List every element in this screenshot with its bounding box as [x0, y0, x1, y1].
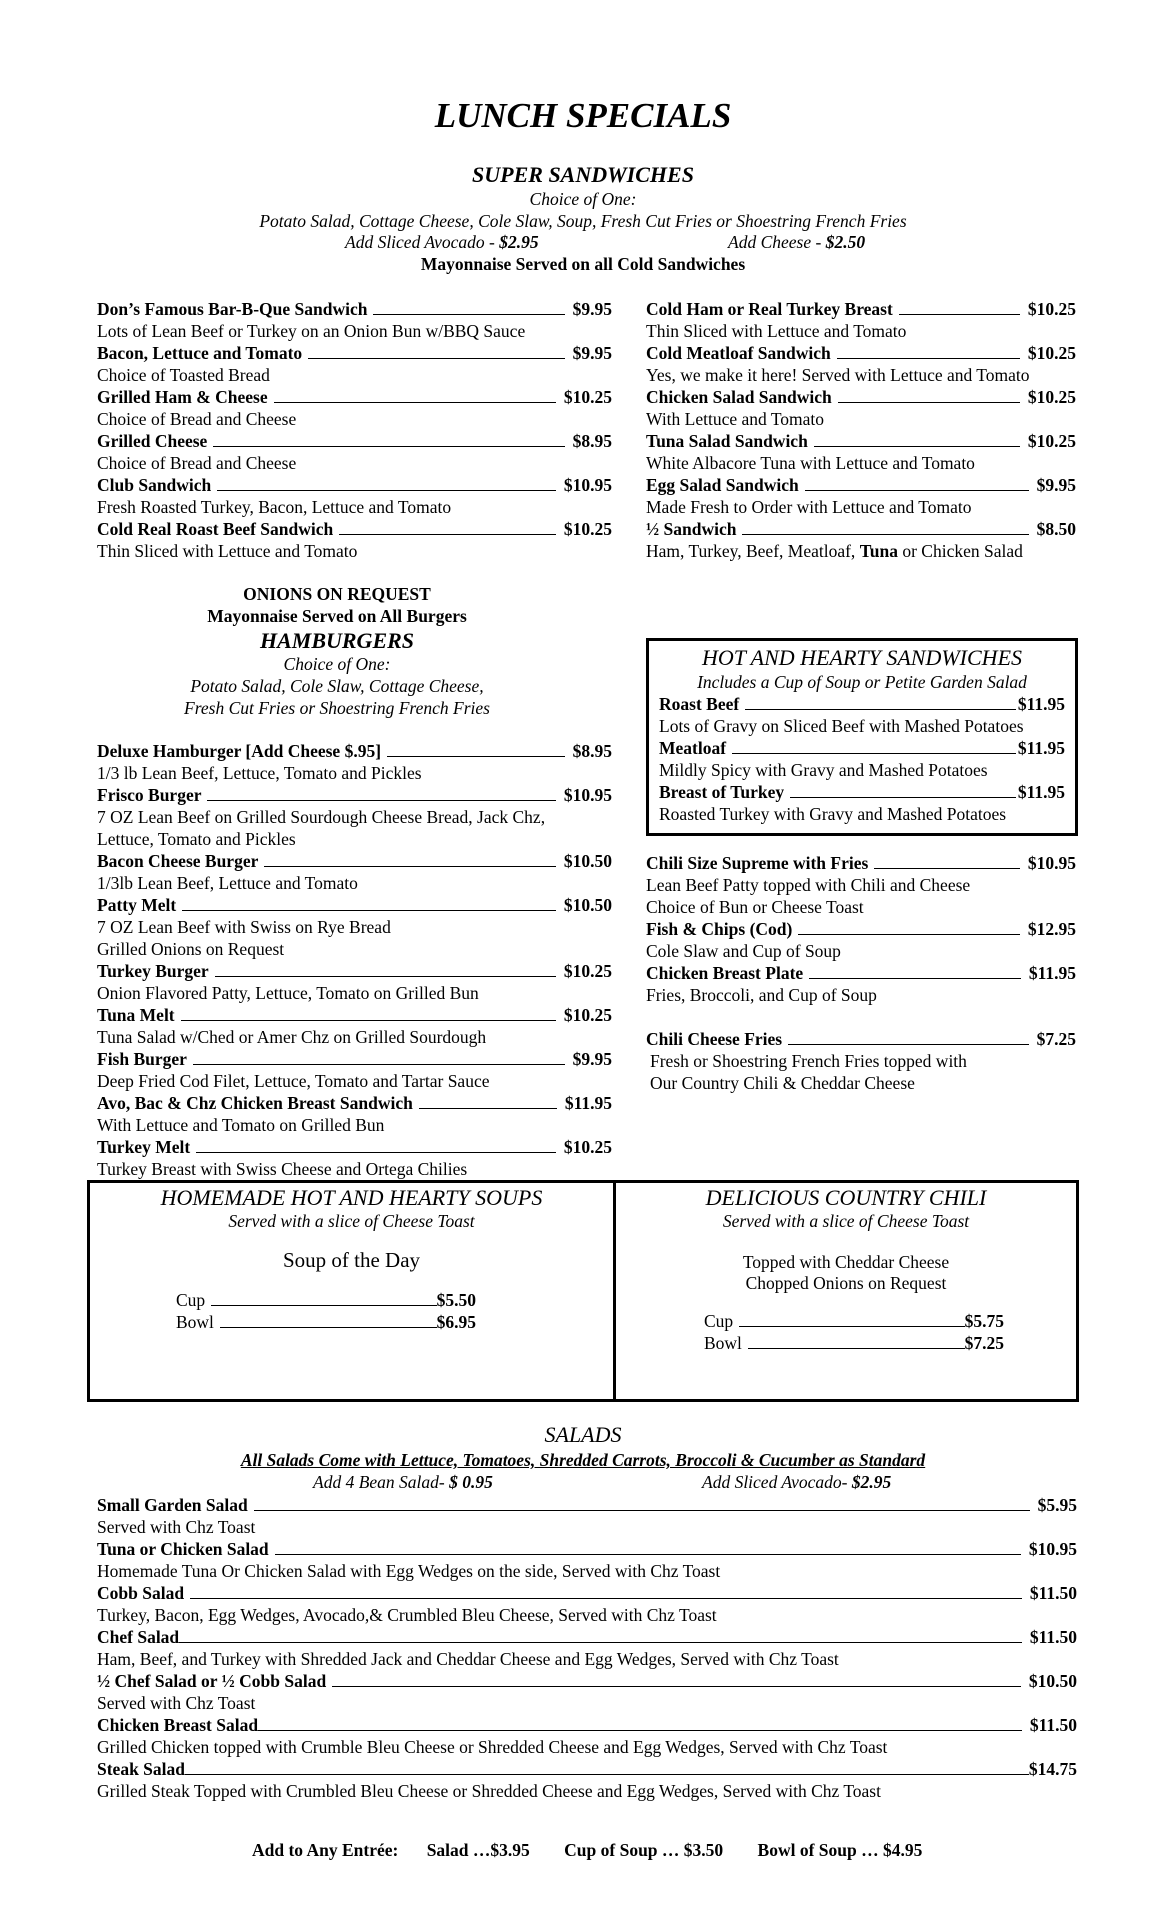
menu-item: Small Garden Salad $5.95: [97, 1495, 1077, 1515]
menu-item-desc: Thin Sliced with Lettuce and Tomato: [97, 541, 358, 561]
menu-item: Fish Burger $9.95: [97, 1049, 612, 1069]
menu-item-desc: Made Fresh to Order with Lettuce and Tomato: [646, 497, 972, 517]
menu-item-desc: 1/3 lb Lean Beef, Lettuce, Tomato and Pickles: [97, 763, 422, 783]
menu-item-desc: Turkey Breast with Swiss Cheese and Ortega Chilies: [97, 1159, 468, 1179]
onions-note: ONIONS ON REQUEST: [243, 584, 431, 604]
specials-right: [646, 852, 1076, 1094]
soups-panel: [90, 1183, 613, 1333]
menu-item-desc: Lettuce, Tomato and Pickles: [97, 829, 296, 849]
super-sandwiches-choice: Choice of One:: [529, 189, 637, 209]
hamburgers-sides-1: Potato Salad, Cole Slaw, Cottage Cheese,: [190, 676, 484, 696]
menu-item: Chef Salad $11.50: [97, 1627, 1077, 1647]
menu-item-desc: Our Country Chili & Cheddar Cheese: [650, 1073, 915, 1093]
menu-item-desc: Choice of Bun or Cheese Toast: [646, 897, 864, 917]
menu-item: Chili Cheese Fries $7.25: [646, 1029, 1076, 1049]
section-heading-salads: SALADS: [544, 1422, 622, 1447]
menu-item-desc: Lots of Lean Beef or Turkey on an Onion Bun w/BBQ Sauce: [97, 321, 526, 341]
menu-item: Patty Melt $10.50: [97, 895, 612, 915]
menu-item: Cold Real Roast Beef Sandwich $10.25: [97, 519, 612, 539]
menu-item: Bacon, Lettuce and Tomato $9.95: [97, 343, 612, 363]
menu-item: Bowl $6.95: [176, 1312, 476, 1332]
menu-item: Turkey Melt $10.25: [97, 1137, 612, 1157]
super-sandwiches-sides: Potato Salad, Cottage Cheese, Cole Slaw, Soup, Fresh Cut Fries or Shoestring French Fries: [259, 211, 907, 231]
menu-item-desc: Tuna Salad w/Ched or Amer Chz on Grilled Sourdough: [97, 1027, 487, 1047]
chili-note-2: Chopped Onions on Request: [745, 1273, 947, 1293]
menu-item-desc: Choice of Bread and Cheese: [97, 409, 297, 429]
menu-item: Cold Meatloaf Sandwich $10.25: [646, 343, 1076, 363]
menu-item-desc: Ham, Turkey, Beef, Meatloaf, Tuna or Chicken Salad: [646, 541, 1023, 561]
menu-item-desc: Served with Chz Toast: [97, 1517, 256, 1537]
menu-item: Tuna Salad Sandwich $10.25: [646, 431, 1076, 451]
menu-item-desc: Lean Beef Patty topped with Chili and Cheese: [646, 875, 971, 895]
section-heading-soups: HOMEMADE HOT AND HEARTY SOUPS: [160, 1185, 543, 1210]
menu-item: Tuna Melt $10.25: [97, 1005, 612, 1025]
menu-item: Chicken Breast Salad $11.50: [97, 1715, 1077, 1735]
menu-item: Bowl $7.25: [704, 1333, 1004, 1353]
add-avocado-note: Add Sliced Avocado - $2.95: [345, 232, 539, 252]
mayo-note-burgers: Mayonnaise Served on All Burgers: [207, 606, 467, 626]
salads-standard-note: All Salads Come with Lettuce, Tomatoes, Shredded Carrots, Broccoli & Cucumber as Standard: [240, 1450, 926, 1470]
chili-subtitle: Served with a slice of Cheese Toast: [722, 1211, 970, 1231]
hamburgers-sides-2: Fresh Cut Fries or Shoestring French Fries: [184, 698, 490, 718]
menu-item-desc: Grilled Steak Topped with Crumbled Bleu Cheese or Shredded Cheese and Egg Wedges, Served with Chz Toast: [97, 1781, 881, 1801]
soups-chili-box: [87, 1180, 1079, 1402]
menu-item: Meatloaf $11.95: [659, 738, 1065, 758]
menu-item: Cold Ham or Real Turkey Breast $10.25: [646, 299, 1076, 319]
add-avocado-salad-note: Add Sliced Avocado- $2.95: [702, 1472, 892, 1492]
menu-item: Tuna or Chicken Salad $10.95: [97, 1539, 1077, 1559]
menu-item-desc: Onion Flavored Patty, Lettuce, Tomato on Grilled Bun: [97, 983, 479, 1003]
menu-item: Chicken Salad Sandwich $10.25: [646, 387, 1076, 407]
menu-item-desc: With Lettuce and Tomato: [646, 409, 825, 429]
hamburgers-choice: Choice of One:: [283, 654, 391, 674]
menu-item: Steak Salad $14.75: [97, 1759, 1077, 1779]
menu-item: Cobb Salad $11.50: [97, 1583, 1077, 1603]
hot-hearty-box: [646, 638, 1078, 836]
salads-list: [97, 1494, 1077, 1802]
menu-item-desc: Choice of Toasted Bread: [97, 365, 270, 385]
section-heading-chili: DELICIOUS COUNTRY CHILI: [705, 1185, 987, 1210]
menu-item-desc: 1/3lb Lean Beef, Lettuce and Tomato: [97, 873, 358, 893]
section-heading-hamburgers: HAMBURGERS: [259, 628, 415, 653]
menu-item: Bacon Cheese Burger $10.50: [97, 851, 612, 871]
menu-item: Grilled Ham & Cheese $10.25: [97, 387, 612, 407]
menu-item-desc: Roasted Turkey with Gravy and Mashed Potatoes: [659, 804, 1007, 824]
menu-item: Frisco Burger $10.95: [97, 785, 612, 805]
menu-item-desc: Mildly Spicy with Gravy and Mashed Potatoes: [659, 760, 988, 780]
soups-subtitle: Served with a slice of Cheese Toast: [228, 1211, 475, 1231]
footer-bowl-soup: Bowl of Soup … $4.95: [757, 1840, 923, 1860]
menu-item-desc: Fresh or Shoestring French Fries topped with: [650, 1051, 967, 1071]
chili-panel: [616, 1183, 1076, 1354]
add-cheese-note: Add Cheese - $2.50: [728, 232, 866, 252]
hot-hearty-subtitle: Includes a Cup of Soup or Petite Garden Salad: [697, 672, 1027, 692]
menu-item: Breast of Turkey $11.95: [659, 782, 1065, 802]
menu-item: Roast Beef $11.95: [659, 694, 1065, 714]
menu-item: Cup $5.50: [176, 1290, 476, 1310]
menu-item: Egg Salad Sandwich $9.95: [646, 475, 1076, 495]
menu-item: Turkey Burger $10.25: [97, 961, 612, 981]
menu-item: Don’s Famous Bar-B-Que Sandwich $9.95: [97, 299, 612, 319]
menu-item-desc: Cole Slaw and Cup of Soup: [646, 941, 841, 961]
menu-item: Chicken Breast Plate $11.95: [646, 963, 1076, 983]
menu-item-desc: Thin Sliced with Lettuce and Tomato: [646, 321, 907, 341]
menu-item-desc: Lots of Gravy on Sliced Beef with Mashed Potatoes: [659, 716, 1024, 736]
menu-item-desc: Yes, we make it here! Served with Lettuce and Tomato: [646, 365, 1030, 385]
hamburgers-list: [97, 740, 612, 1180]
menu-item: Fish & Chips (Cod) $12.95: [646, 919, 1076, 939]
menu-item: Deluxe Hamburger [Add Cheese $.95] $8.95: [97, 741, 612, 761]
menu-item-desc: 7 OZ Lean Beef with Swiss on Rye Bread: [97, 917, 391, 937]
footer-salad: Salad …$3.95: [426, 1840, 530, 1860]
footer-add-ons: [252, 1840, 922, 1861]
menu-item-desc: Turkey, Bacon, Egg Wedges, Avocado,& Crumbled Bleu Cheese, Served with Chz Toast: [97, 1605, 717, 1625]
menu-item-desc: White Albacore Tuna with Lettuce and Tomato: [646, 453, 975, 473]
menu-item-desc: Deep Fried Cod Filet, Lettuce, Tomato and Tartar Sauce: [97, 1071, 490, 1091]
menu-item: Grilled Cheese $8.95: [97, 431, 612, 451]
section-heading-hot-hearty: HOT AND HEARTY SANDWICHES: [701, 645, 1023, 670]
menu-item: Avo, Bac & Chz Chicken Breast Sandwich $11.95: [97, 1093, 612, 1113]
mayo-note-sandwiches: Mayonnaise Served on all Cold Sandwiches: [420, 254, 746, 274]
menu-item-desc: Choice of Bread and Cheese: [97, 453, 297, 473]
menu-item: ½ Sandwich $8.50: [646, 519, 1076, 539]
footer-cup-soup: Cup of Soup … $3.50: [564, 1840, 724, 1860]
menu-item: Chili Size Supreme with Fries $10.95: [646, 853, 1076, 873]
menu-item-desc: Grilled Chicken topped with Crumble Bleu Cheese or Shredded Cheese and Egg Wedges, Served with Chz Toast: [97, 1737, 888, 1757]
page-title: LUNCH SPECIALS: [434, 96, 732, 135]
menu-item-desc: Homemade Tuna Or Chicken Salad with Egg Wedges on the side, Served with Chz Toast: [97, 1561, 721, 1581]
footer-label: Add to Any Entrée:: [252, 1840, 399, 1860]
add-bean-salad-note: Add 4 Bean Salad- $ 0.95: [313, 1472, 493, 1492]
menu-item: ½ Chef Salad or ½ Cobb Salad $10.50: [97, 1671, 1077, 1691]
menu-item-desc: Served with Chz Toast: [97, 1693, 256, 1713]
menu-item: Cup $5.75: [704, 1311, 1004, 1331]
menu-item-desc: 7 OZ Lean Beef on Grilled Sourdough Cheese Bread, Jack Chz,: [97, 807, 546, 827]
menu-item-desc: Fresh Roasted Turkey, Bacon, Lettuce and Tomato: [97, 497, 452, 517]
menu-item-desc: With Lettuce and Tomato on Grilled Bun: [97, 1115, 385, 1135]
super-sandwiches-left: [97, 298, 612, 562]
menu-item-desc: Ham, Beef, and Turkey with Shredded Jack and Cheddar Cheese and Egg Wedges, Served with Chz Toast: [97, 1649, 839, 1669]
super-sandwiches-right: [646, 298, 1076, 562]
soup-of-the-day: Soup of the Day: [282, 1248, 421, 1272]
menu-item: Club Sandwich $10.95: [97, 475, 612, 495]
chili-note-1: Topped with Cheddar Cheese: [742, 1252, 950, 1272]
section-heading-super-sandwiches: SUPER SANDWICHES: [472, 162, 694, 187]
menu-item-desc: Grilled Onions on Request: [97, 939, 285, 959]
menu-item-desc: Fries, Broccoli, and Cup of Soup: [646, 985, 877, 1005]
